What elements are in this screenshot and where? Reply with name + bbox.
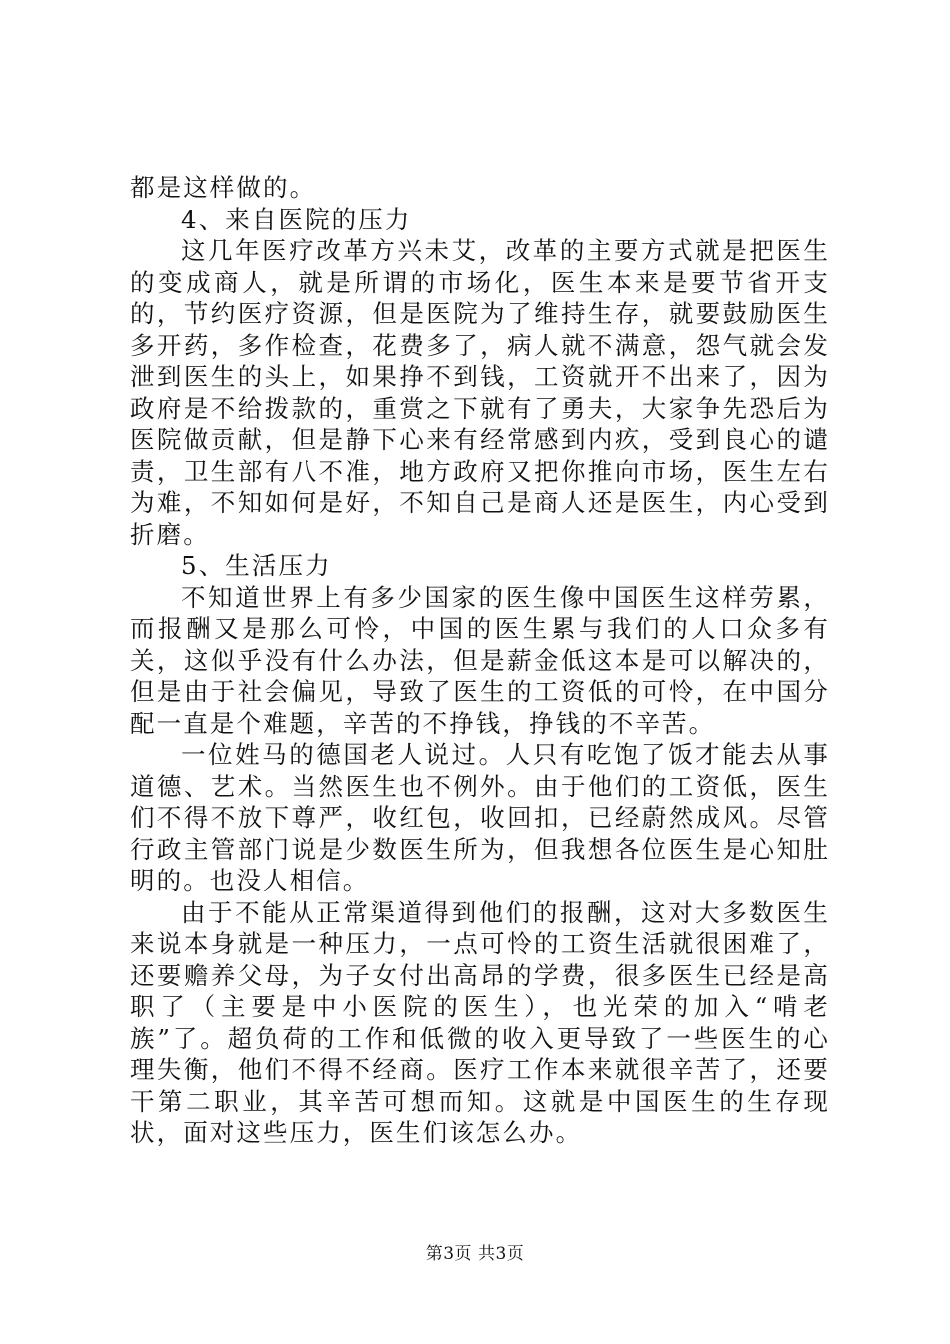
paragraph-hospital-pressure: 这几年医疗改革方兴未艾，改革的主要方式就是把医生的变成商人，就是所谓的市场化，医生本来是要节省开支的，节约医疗资源，但是医院为了维持生存，就要鼓励医生多开药，多作检查，花费多了，病人就不满意，怨气就会发泄到医生的头上，如果挣不到钱，工资就开不出来了，因为政府是不给拨款的，重赏之下就有了勇夫，大家争先恐后为医院做贡献，但是静下心来有经常感到内疚，受到良心的谴责，卫生部有八不准，地方政府又把你推向市场，医生左右为难，不知如何是好，不知自己是商人还是医生，内心受到折磨。	[130, 236, 830, 549]
section-heading-hospital-pressure: 4、来自医院的压力	[181, 204, 412, 234]
section-heading-living-pressure: 5、生活压力	[181, 551, 332, 580]
page-number-footer: 第3页 共3页	[425, 1244, 525, 1264]
paragraph-german-quote: 一位姓马的德国老人说过。人只有吃饱了饭才能去从事道德、艺术。当然医生也不例外。由于他们的工资低，医生们不得不放下尊严，收红包，收回扣，已经蔚然成风。尽管行政主管部门说是少数医生所为，但我想各位医生是心知肚明的。也没人相信。	[130, 740, 830, 895]
paragraph-continuation: 都是这样做的。	[130, 173, 317, 202]
paragraph-living-pressure: 不知道世界上有多少国家的医生像中国医生这样劳累，而报酬又是那么可怜，中国的医生累与我们的人口众多有关，这似乎没有什么办法，但是薪金低这本是可以解决的，但是由于社会偏见，导致了医生的工资低的可怜，在中国分配一直是个难题，辛苦的不挣钱，挣钱的不辛苦。	[130, 582, 830, 738]
paragraph-income-pressure: 由于不能从正常渠道得到他们的报酬，这对大多数医生来说本身就是一种压力，一点可怜的工资生活就很困难了，还要赡养父母，为子女付出高昂的学费，很多医生已经是高职了（主要是中小医院的医生），也光荣的加入“啃老族”了。超负荷的工作和低微的收入更导致了一些医生的心理失衡，他们不得不经商。医疗工作本来就很辛苦了，还要干第二职业，其辛苦可想而知。这就是中国医生的生存现状，面对这些压力，医生们该怎么办。	[130, 897, 830, 1147]
document-body	[130, 172, 830, 1149]
